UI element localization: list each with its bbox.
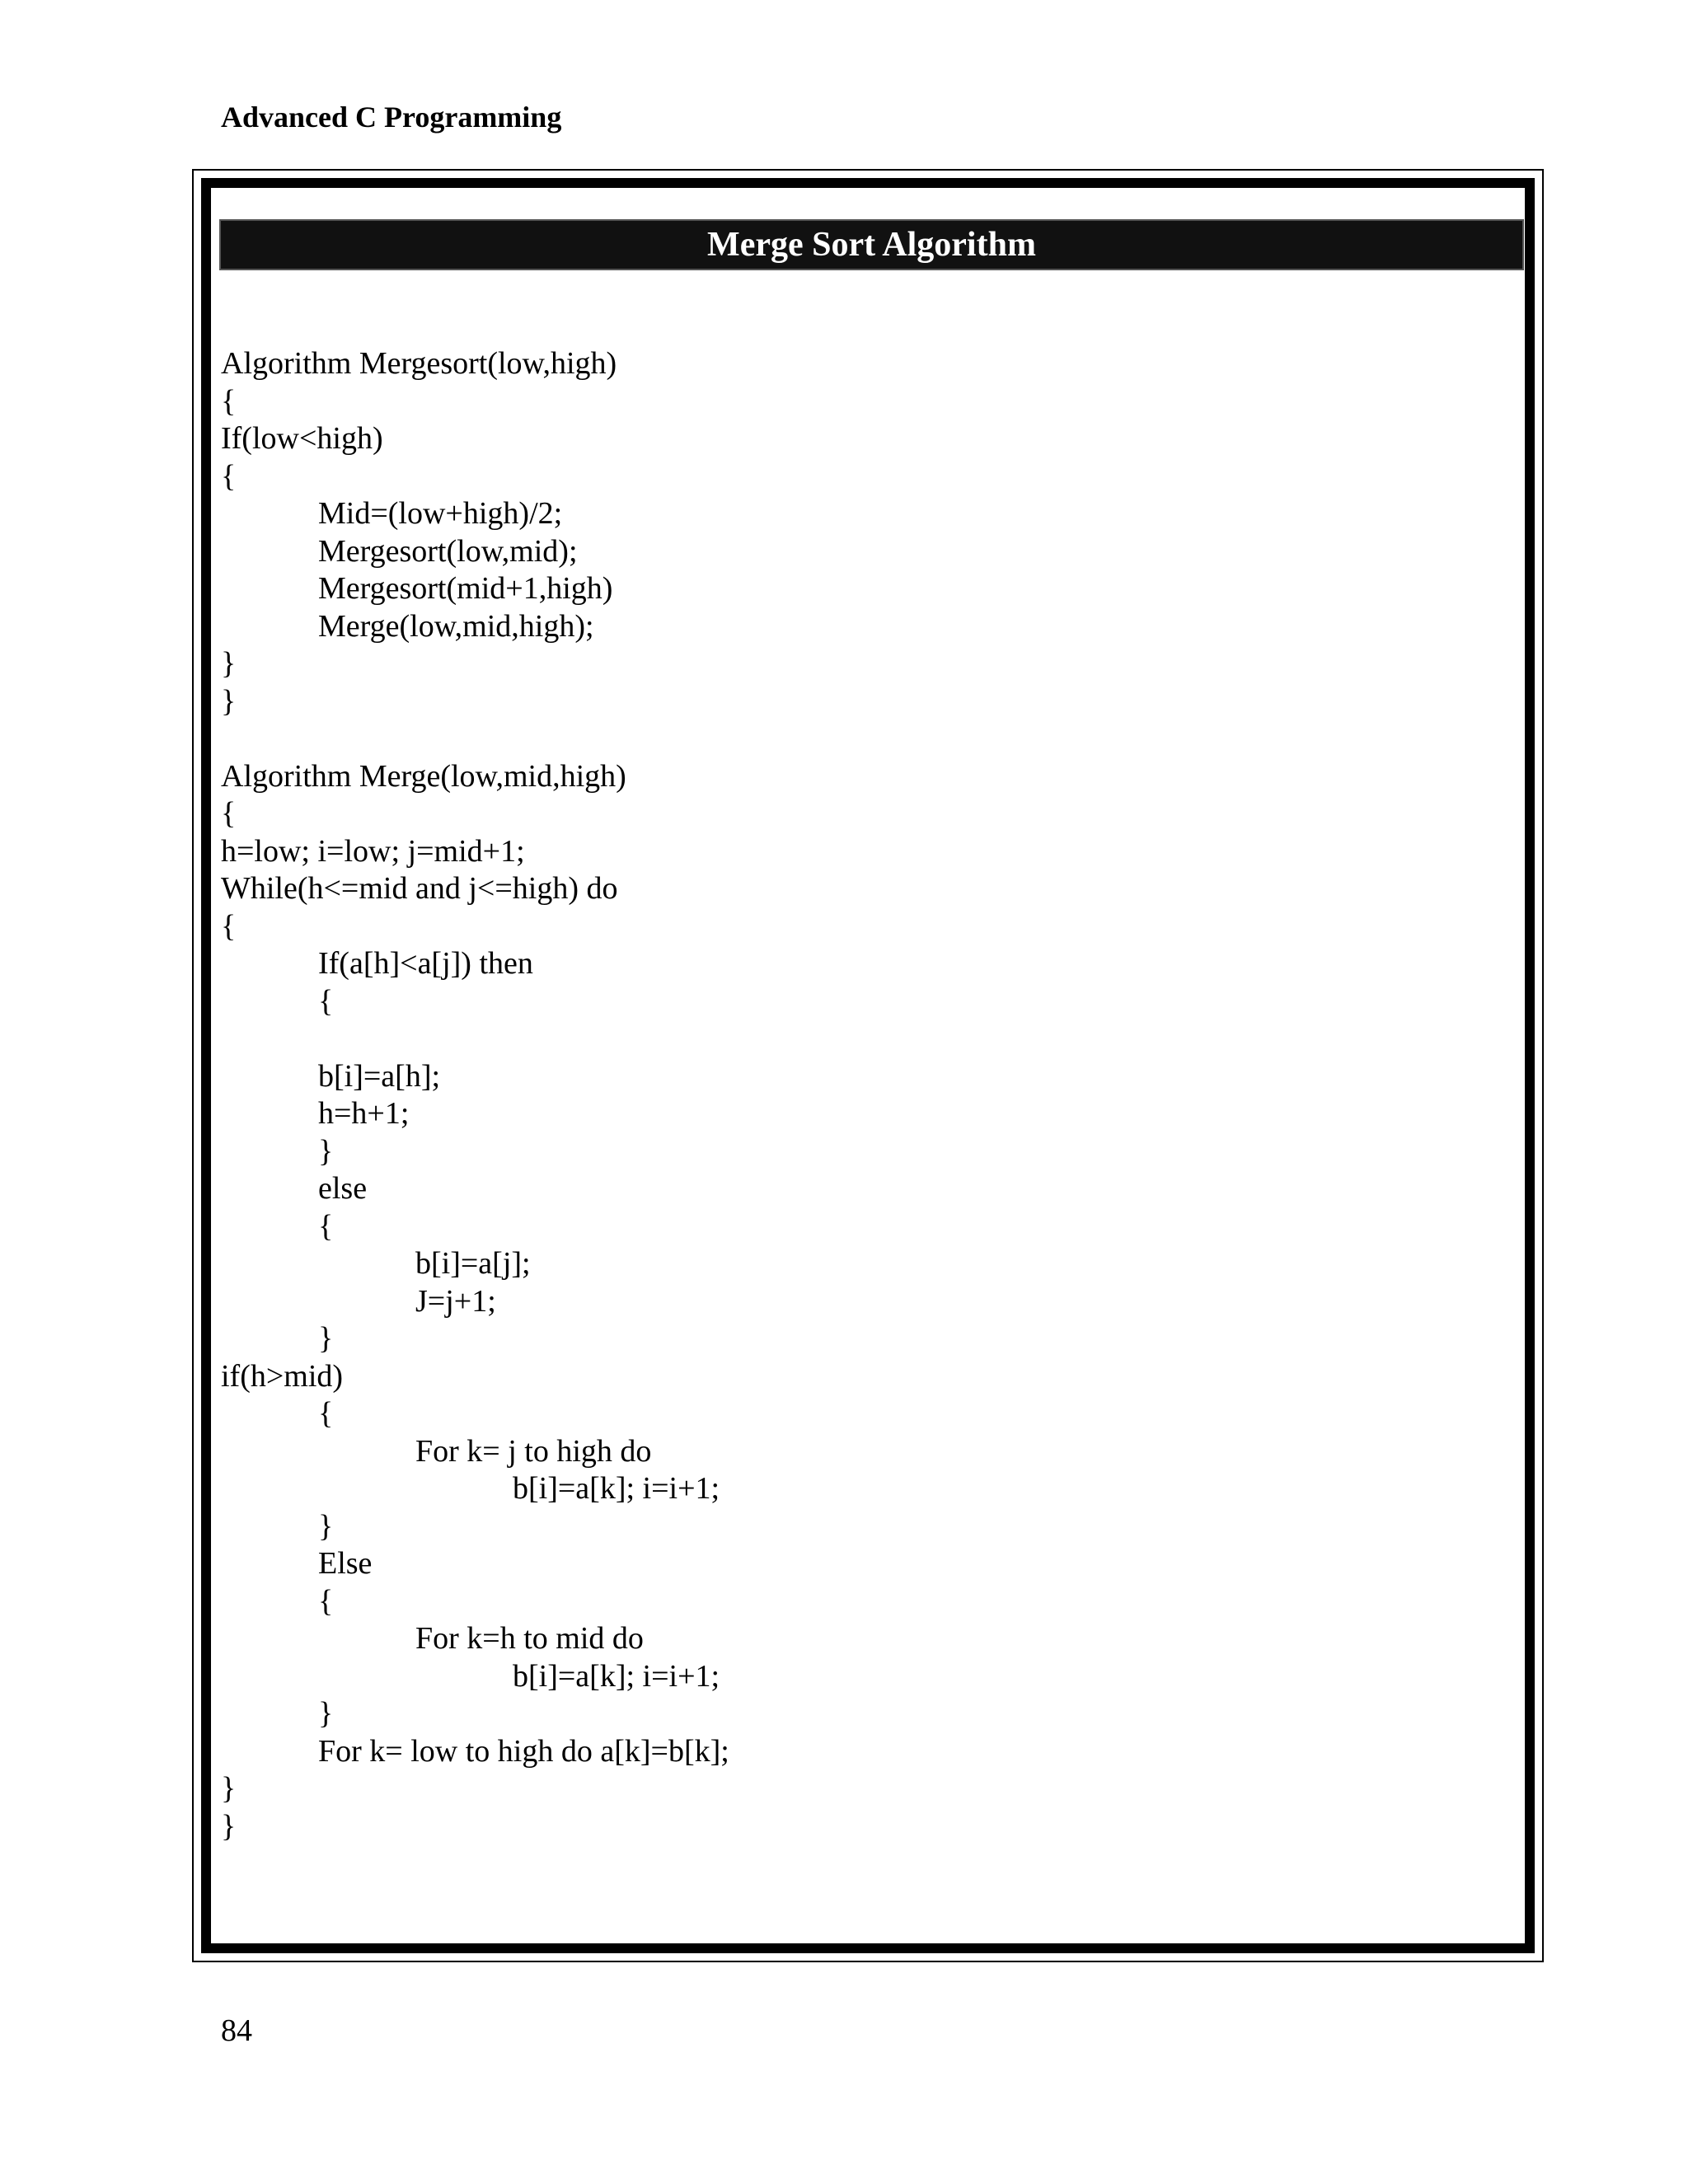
code-line: if(h>mid)	[221, 1358, 344, 1394]
code-line: {	[318, 983, 334, 1019]
code-line: Mergesort(low,mid);	[318, 533, 578, 569]
code-line: b[i]=a[j];	[415, 1246, 531, 1281]
code-line: J=j+1;	[415, 1283, 496, 1319]
code-line: h=low; i=low; j=mid+1;	[221, 833, 525, 869]
code-line: {	[318, 1396, 334, 1431]
code-line: {	[318, 1583, 334, 1619]
code-line: Mergesort(mid+1,high)	[318, 571, 613, 606]
code-line: Else	[318, 1546, 373, 1581]
code-line: }	[318, 1133, 334, 1169]
code-line-blank	[221, 1020, 1507, 1058]
code-line: {	[221, 908, 237, 944]
code-line: b[i]=a[k]; i=i+1;	[513, 1658, 720, 1694]
code-line: }	[221, 646, 237, 681]
code-line: For k= j to high do	[415, 1433, 652, 1469]
code-line: }	[318, 1508, 334, 1544]
code-line: Merge(low,mid,high);	[318, 608, 594, 644]
code-line: b[i]=a[k]; i=i+1;	[513, 1471, 720, 1506]
code-line: For k=h to mid do	[415, 1621, 644, 1656]
code-line: }	[318, 1696, 334, 1731]
code-line: While(h<=mid and j<=high) do	[221, 871, 618, 906]
code-line: If(low<high)	[221, 421, 383, 456]
code-line: {	[318, 1208, 334, 1244]
code-line: }	[318, 1321, 334, 1356]
code-line: }	[221, 683, 237, 719]
title-bar	[219, 219, 1524, 270]
code-line: {	[221, 458, 237, 494]
algorithm-listing	[221, 345, 1507, 1845]
code-line: Mid=(low+high)/2;	[318, 496, 563, 531]
code-line: If(a[h]<a[j]) then	[318, 946, 533, 981]
code-line: Algorithm Mergesort(low,high)	[221, 346, 617, 381]
code-line: For k= low to high do a[k]=b[k];	[318, 1733, 729, 1769]
code-line: {	[221, 796, 237, 831]
page-number: 84	[221, 2013, 252, 2048]
code-line: Algorithm Merge(low,mid,high)	[221, 758, 626, 794]
section-title: Merge Sort Algorithm	[707, 226, 1036, 264]
code-line: else	[318, 1171, 368, 1206]
code-line: }	[221, 1808, 237, 1844]
running-header: Advanced C Programming	[221, 101, 562, 134]
code-line: h=h+1;	[318, 1096, 410, 1131]
code-line: {	[221, 383, 237, 419]
code-line-blank	[221, 720, 1507, 758]
code-line: b[i]=a[h];	[318, 1058, 441, 1094]
code-line: }	[221, 1771, 237, 1806]
